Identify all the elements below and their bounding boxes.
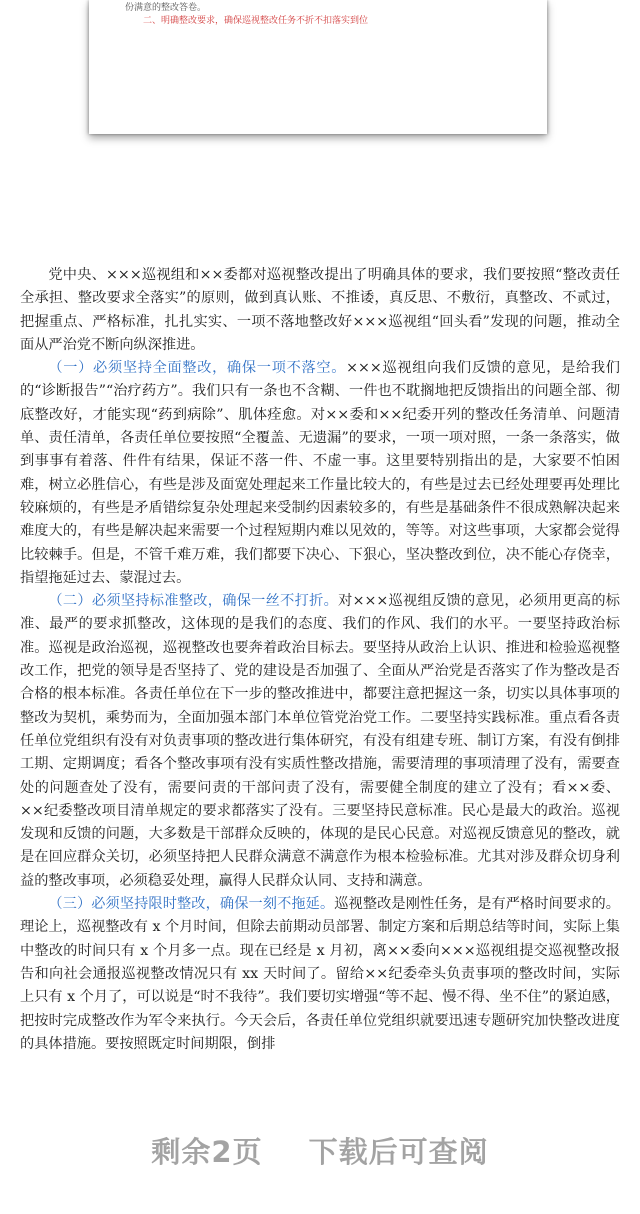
section-3-heading: （三）必须坚持限时整改，确保一刻不拖延。 bbox=[48, 896, 335, 913]
preview-text-line: 份满意的整改答卷。 bbox=[125, 3, 207, 13]
section-3-body: 巡视整改是刚性任务，是有严格时间要求的。理论上，巡视整改有 x 个月时间，但除去前期动员部署、制定方案和后期总结等时间，实际上集中整改的时间只有 x 个月多一点。现在已经是 x 月初，离××委向×××巡视组提交巡视整改报告和向社会通报巡视整改情况只有 xx 天时间了。留给××纪委牵头负责事项的整改时间，实际上只有 x 个月了，可以说是“时不我待”。我们要切实增强“等不起、慢不得、坐不住”的紧迫感，把按时完成整改作为军令来执行。今天会后，各责任单位党组织就要迅速专题研究加快整改进度的具体措施。要按照既定时间期限，倒排 bbox=[20, 896, 620, 1052]
section-1-heading: （一）必须坚持全面整改，确保一项不落空。 bbox=[48, 360, 347, 377]
preview-section-heading: 二、明确整改要求，确保巡视整改任务不折不扣落实到位 bbox=[143, 16, 369, 26]
section-2-body: 对×××巡视组反馈的意见，必须用更高的标准、最严的要求抓整改，这体现的是我们的态度、我们的作风、我们的水平。一要坚持政治标准。巡视是政治巡视，巡视整改也要奔着政治目标去。要坚持从政治上认识、推进和检验巡视整改工作，把党的领导是否坚持了、党的建设是否加强了、全面从严治党是否落实了作为整改是否合格的根本标准。各责任单位在下一步的整改推进中，都要注意把握这一条，切实以具体事项的整改为契机，乘势而为，全面加强本部门本单位管党治党工作。二要坚持实践标准。重点看各责任单位党组织有没有对负责事项的整改进行集体研究，有没有组建专班、制订方案，有没有倒排工期、定期调度；看各个整改事项有没有实质性整改措施，需要清理的事项清理了没有，需要查处的问题查处了没有，需要问责的干部问责了没有，需要健全制度的建立了没有；看××委、××纪委整改项目清单规定的要求都落实了没有。三要坚持民意标准。民心是最大的政治。巡视发现和反馈的问题，大多数是干部群众反映的，体现的是民心民意。对巡视反馈意见的整改，就是在回应群众关切，必须坚持把人民群众满意不满意作为根本检验标准。尤其对涉及群众切身利益的整改事项，必须稳妥处理，赢得人民群众认同、支持和满意。 bbox=[20, 593, 620, 889]
document-body bbox=[20, 264, 620, 1056]
intro-paragraph: 党中央、×××巡视组和××委都对巡视整改提出了明确具体的要求，我们要按照“整改责任全承担、整改要求全落实”的原则，做到真认账、不推诿，真反思、不敷衍，真整改、不贰过，把握重点、严格标准，扎扎实实、一项不落地整改好×××巡视组“回头看”发现的问题，推动全面从严治党不断向纵深推进。 bbox=[20, 267, 620, 353]
section-2-heading: （二）必须坚持标准整改，确保一丝不打折。 bbox=[48, 593, 339, 610]
download-prompt[interactable] bbox=[0, 1130, 640, 1171]
section-1-paragraph bbox=[20, 357, 620, 590]
download-to-view-text: 下载后可查阅 bbox=[308, 1135, 489, 1169]
section-3-paragraph bbox=[20, 893, 620, 1056]
section-2-paragraph bbox=[20, 590, 620, 893]
section-1-body: ×××巡视组向我们反馈的意见，是给我们的“诊断报告”“治疗药方”。我们只有一条也不含糊、一件也不耽搁地把反馈指出的问题全部、彻底整改好，才能实现“药到病除”、肌体痊愈。对××委和××纪委开列的整改任务清单、问题清单、责任清单，各责任单位要按照“全覆盖、无遗漏”的要求，一项一项对照，一条一条落实，做到事事有着落、件件有结果，保证不落一件、不虚一事。这里要特别指出的是，大家要不怕困难，树立必胜信心，有些是涉及面宽处理起来工作量比较大的，有些是过去已经处理要再处理比较麻烦的，有些是矛盾错综复杂处理起来受制约因素较多的，有些是基础条件不很成熟解决起来难度大的，有些是解决起来需要一个过程短期内难以见效的，等等。对这些事项，大家都会觉得比较棘手。但是，不管千难万难，我们都要下决心、下狠心，坚决整改到位，决不能心存侥幸，指望拖延过去、蒙混过去。 bbox=[20, 360, 620, 586]
remaining-pages-text: 剩余2页 bbox=[151, 1135, 263, 1169]
document-preview-card bbox=[89, 0, 547, 134]
